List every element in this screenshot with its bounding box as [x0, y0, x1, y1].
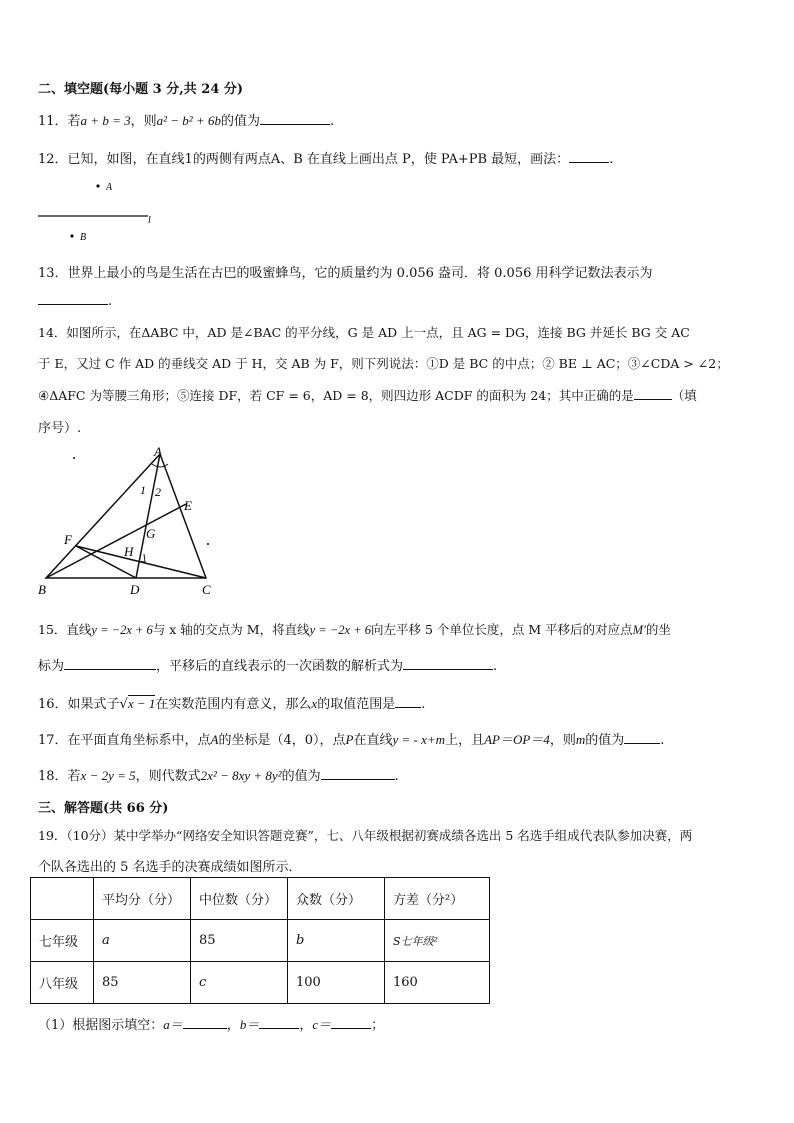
- q18-suffix: 的值为: [281, 769, 321, 784]
- q15-line-1b: 与 x 轴的交点为 M，将直线: [152, 622, 310, 637]
- q14-line-3: [38, 386, 697, 404]
- q11-condition: a + b = 3: [80, 113, 131, 128]
- q12-figure: [34, 176, 164, 248]
- q14-line-1: 14．如图所示，在ΔABC 中，AD 是∠BAC 的平分线，G 是 AD 上一点，且 AG = DG，连接 BG 并延长 BG 交 AC: [38, 325, 690, 340]
- stray-dot: [73, 457, 75, 459]
- table-cell: c: [191, 962, 288, 1004]
- q17-mid-4: ，则: [549, 733, 576, 748]
- q15-coordinate-blank[interactable]: [64, 657, 156, 670]
- q11-expression: a² − b² + 6b: [156, 113, 221, 128]
- q15-m-prime: M′: [632, 623, 646, 637]
- question-12: 12．已知，如图，在直线1的两侧有两点A、B 在直线上画出点 P，使 PA+PB 最短，画法： .: [38, 152, 614, 167]
- q11-answer-blank[interactable]: [260, 112, 330, 125]
- label-angle-1: 1: [140, 483, 146, 497]
- q15-line-2b: ，平移后的直线表示的一次函数的解析式为: [156, 659, 404, 674]
- q17-point-a: A: [210, 732, 219, 747]
- q19-b-label: b＝: [239, 1017, 260, 1032]
- sqrt-icon: √: [119, 697, 128, 712]
- table-header-cell: 众数（分）: [288, 878, 385, 920]
- section-3-title: 三、解答题(共 66 分): [38, 801, 169, 816]
- q14-line-4: 序号）.: [38, 421, 82, 436]
- q17-mid-2: 在直线: [353, 733, 393, 748]
- q18-expression: 2x² − 8xy + 8y²: [200, 768, 282, 783]
- q17-point-p: P: [345, 732, 354, 747]
- q12-text: 12．已知，如图，在直线1的两侧有两点A、B 在直线上画出点 P，使 PA+PB 最短，画法：: [38, 152, 570, 167]
- q19-c-label: c＝: [312, 1017, 332, 1032]
- q12-point-a-dot: [96, 184, 99, 187]
- table-cell: a: [94, 920, 191, 962]
- q17-line: y = - x+m: [392, 732, 446, 747]
- q15-equation-repeat: y = −2x + 6: [309, 623, 371, 637]
- q15-line-1: [38, 620, 671, 638]
- q19-score-table: [30, 877, 490, 1004]
- q18-prefix: 18．若: [38, 769, 81, 784]
- q12-point-b-dot: [70, 234, 73, 237]
- q11-suffix: 的值为: [220, 114, 260, 129]
- table-header-cell: 中位数（分）: [191, 878, 288, 920]
- q19-sub-1: （1）根据图示填空：a＝ ，b＝ ，c＝ ；: [38, 1017, 385, 1033]
- q19-a-label: a＝: [163, 1017, 183, 1032]
- label-a: A: [154, 446, 162, 459]
- angle-arc-a: [152, 464, 168, 467]
- table-header-row: [31, 878, 490, 920]
- q19-sub-1-end: ；: [371, 1018, 385, 1033]
- q14-triangle-figure: [34, 446, 224, 600]
- q15-line-1c: 向左平移 5 个单位长度，点 M 平移后的对应点: [371, 622, 633, 637]
- q15-line-1d: 的坐: [645, 622, 671, 637]
- table-cell: b: [288, 920, 385, 962]
- table-cell: 85: [191, 920, 288, 962]
- segment-ad: [136, 454, 160, 578]
- q17-prefix: 17．在平面直角坐标系中，点: [38, 733, 211, 748]
- q12-point-a-label: A: [106, 182, 113, 193]
- q17-mid-1: 的坐标是（4，0），点: [218, 733, 346, 748]
- table-header-cell: [31, 878, 94, 920]
- q11-mid: ，则: [130, 114, 157, 129]
- q19-line-1: 19．（10分）某中学举办“网络安全知识答题竞赛”，七、八年级根据初赛成绩各选出 5 名选手组成代表队参加决赛，两: [38, 828, 693, 843]
- table-cell: 八年级: [31, 962, 94, 1004]
- q19-a-blank[interactable]: [183, 1016, 227, 1029]
- q19-line-2: 个队各选出的 5 名选手的决赛成绩如图所示．: [38, 860, 302, 875]
- q17-answer-blank[interactable]: [624, 731, 660, 744]
- q13-answer-line: .: [38, 292, 112, 309]
- q11-prefix: 11．若: [38, 114, 81, 129]
- label-c: C: [202, 582, 211, 597]
- q14-line-3b: （填: [671, 388, 697, 403]
- q12-point-b-label: B: [80, 232, 87, 243]
- q18-mid: ，则代数式: [135, 769, 201, 784]
- question-13: 13．世界上最小的鸟是生活在古巴的吸蜜蜂鸟，它的质量约为 0.056 盎司．将 0.056 用科学记数法表示为: [38, 266, 653, 281]
- table-cell: S七年级²: [385, 920, 490, 962]
- table-header-cell: 方差（分²）: [385, 878, 490, 920]
- question-17: 17．在平面直角坐标系中，点A的坐标是（4，0），点P在直线y = - x+m上，且AP＝OP＝4，则m的值为 .: [38, 732, 665, 748]
- table-row: [31, 920, 490, 962]
- q17-m: m: [575, 732, 586, 747]
- table-row: [31, 962, 490, 1004]
- q16-prefix: 16．如果式子: [38, 697, 120, 712]
- q15-line-2a: 标为: [38, 659, 65, 674]
- q12-answer-blank[interactable]: [569, 150, 609, 163]
- table-cell: 七年级: [31, 920, 94, 962]
- label-h: H: [124, 544, 134, 559]
- q16-radicand: x − 1: [127, 696, 156, 711]
- q18-condition: x − 2y = 5: [80, 768, 136, 783]
- table-cell: 100: [288, 962, 385, 1004]
- q18-answer-blank[interactable]: [321, 767, 395, 780]
- label-b: B: [38, 582, 46, 597]
- q14-line-3a: ④ΔAFC 为等腰三角形；⑤连接 DF，若 CF = 6，AD = 8，则四边形 ACDF 的面积为 24；其中正确的是: [38, 388, 634, 403]
- q19-b-blank[interactable]: [259, 1016, 299, 1029]
- table-cell: 85: [94, 962, 191, 1004]
- triangle-abc: [46, 454, 206, 578]
- label-g: G: [146, 526, 156, 541]
- question-18: 18．若x − 2y = 5，则代数式2x² − 8xy + 8y²的值为 .: [38, 768, 399, 784]
- q14-answer-blank[interactable]: [634, 387, 672, 400]
- table-header-cell: 平均分（分）: [94, 878, 191, 920]
- q15-line-2: 标为 ，平移后的直线表示的一次函数的解析式为 .: [38, 659, 498, 674]
- q19-sub-1-prefix: （1）根据图示填空：: [38, 1018, 164, 1033]
- label-e: E: [184, 498, 192, 513]
- q15-equation: y = −2x + 6: [91, 623, 153, 637]
- question-16: 16．如果式子√x − 1在实数范围内有意义，那么x的取值范围是 .: [38, 696, 426, 712]
- section-2-title: 二、填空题(每小题 3 分,共 24 分): [38, 82, 244, 97]
- label-f: F: [64, 532, 72, 547]
- q17-condition: AP＝OP＝4: [484, 732, 550, 747]
- q15-function-blank[interactable]: [403, 657, 493, 670]
- stray-dot-2: [207, 543, 209, 545]
- q17-mid-3: 上，且: [445, 733, 485, 748]
- label-angle-2: 2: [155, 485, 161, 499]
- q13-answer-blank[interactable]: [38, 292, 108, 305]
- q14-line-2: 于 E，又过 C 作 AD 的垂线交 AD 于 H，交 AB 为 F，则下列说法：①D 是 BC 的中点；② BE ⊥ AC；③∠CDA > ∠2；: [38, 356, 729, 371]
- q15-line-1a: 15．直线: [38, 622, 92, 637]
- q19-c-blank[interactable]: [331, 1016, 371, 1029]
- q16-mid: 在实数范围内有意义，那么: [155, 697, 312, 712]
- q17-suffix: 的值为: [585, 733, 625, 748]
- table-cell: 160: [385, 962, 490, 1004]
- q12-line-l-label: l: [148, 215, 151, 226]
- question-11: 11．若a + b = 3，则a² − b² + 6b的值为 .: [38, 113, 335, 129]
- label-d: D: [130, 582, 140, 597]
- q16-variable: x: [311, 696, 318, 711]
- q16-answer-blank[interactable]: [395, 695, 421, 708]
- q16-suffix: 的取值范围是: [317, 697, 396, 712]
